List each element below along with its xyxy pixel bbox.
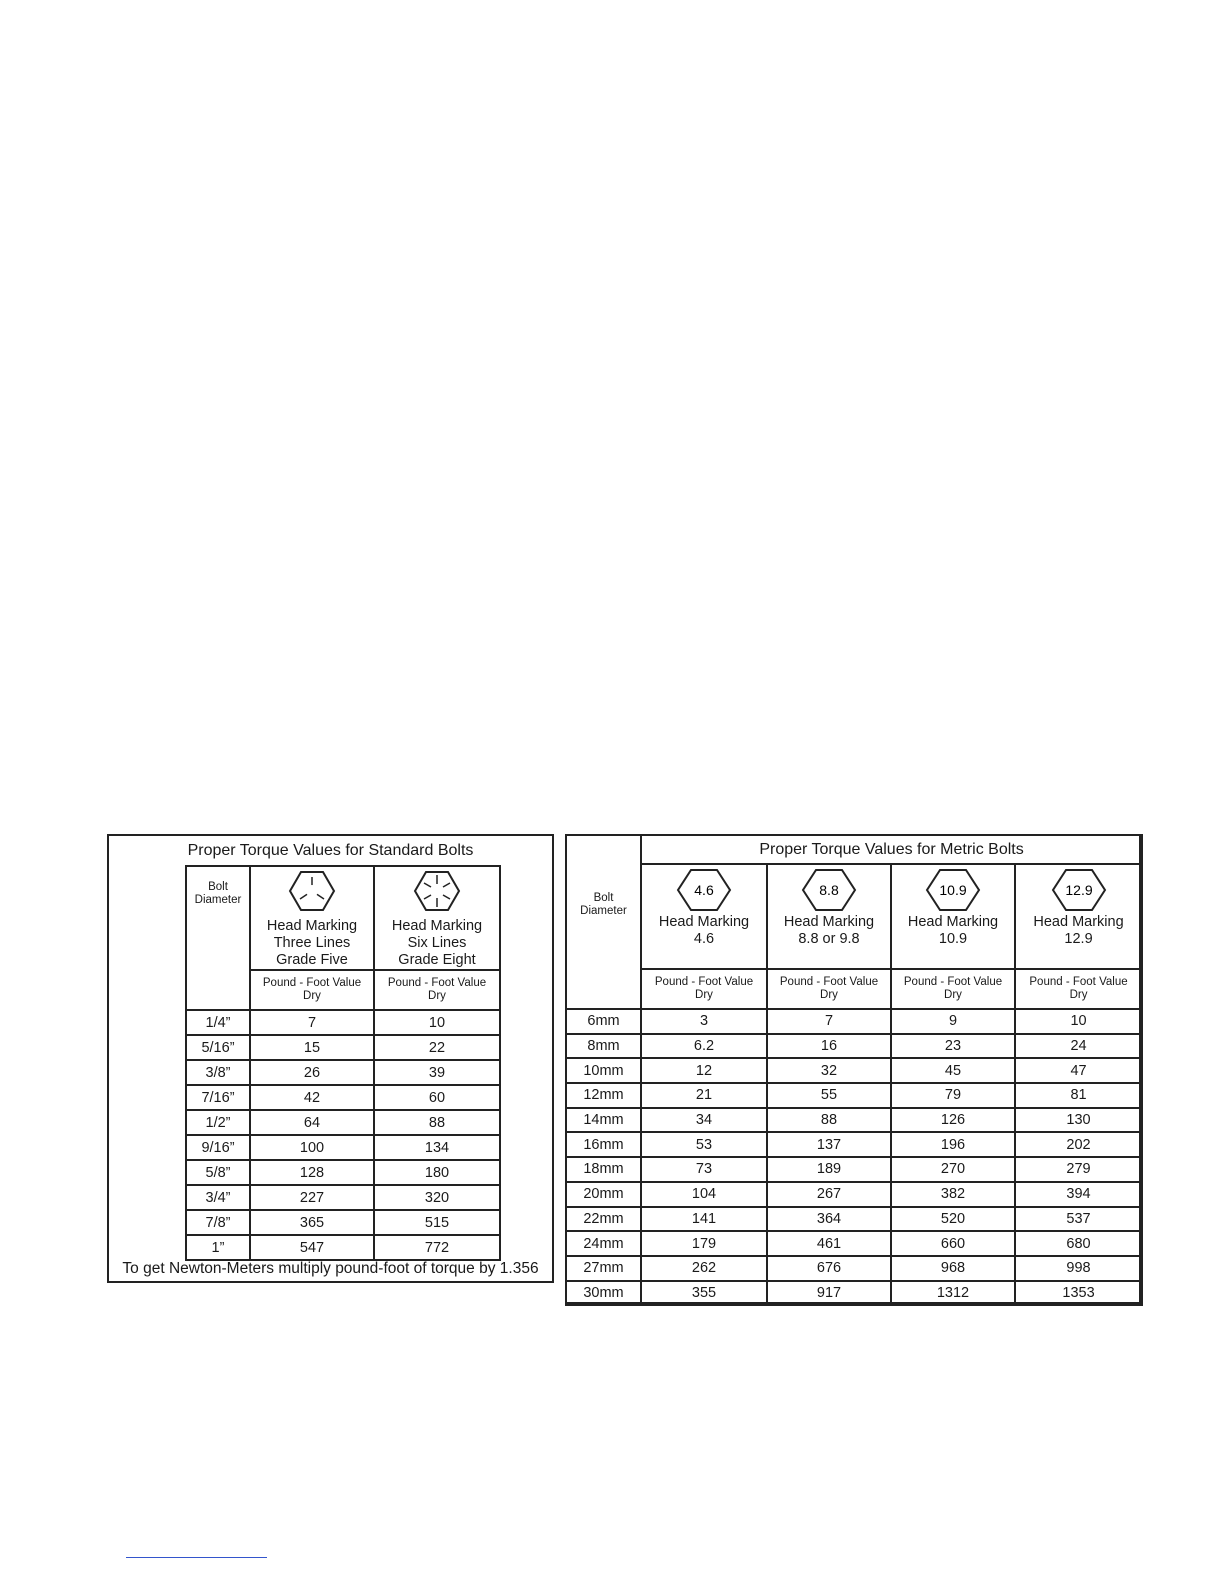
torque-value-cell: 660 — [891, 1231, 1015, 1256]
torque-value-cell: 34 — [641, 1108, 767, 1133]
standard-table-row — [186, 1010, 500, 1035]
bolt-diameter-cell: 7/8” — [186, 1210, 250, 1235]
bolt-diameter-cell: 7/16” — [186, 1085, 250, 1110]
newton-meters-note: To get Newton-Meters multiply pound-foot of torque by 1.356 — [122, 1260, 539, 1277]
torque-value-cell: 16 — [767, 1034, 891, 1059]
bolt-diameter-cell: 20mm — [566, 1182, 641, 1207]
bolt-diameter-cell: 24mm — [566, 1231, 641, 1256]
torque-value-cell: 9 — [891, 1009, 1015, 1034]
bolt-diameter-cell: 1/2” — [186, 1110, 250, 1135]
torque-value-cell: 12 — [641, 1058, 767, 1083]
torque-value-cell: 24 — [1015, 1034, 1142, 1059]
metric-table-row — [566, 1132, 1142, 1157]
torque-value-cell: 42 — [250, 1085, 374, 1110]
torque-value-cell: 126 — [891, 1108, 1015, 1133]
standard-torque-panel — [107, 834, 554, 1283]
standard-torque-table — [185, 865, 501, 1261]
bolt-diameter-cell: 9/16” — [186, 1135, 250, 1160]
bolt-diameter-cell: 1” — [186, 1235, 250, 1260]
footnote-separator — [126, 1557, 267, 1558]
torque-value-cell: 79 — [891, 1083, 1015, 1108]
torque-value-cell: 202 — [1015, 1132, 1142, 1157]
metric-table-row — [566, 1083, 1142, 1108]
torque-value-cell: 7 — [767, 1009, 891, 1034]
metric-table-row — [566, 1231, 1142, 1256]
hex-10-9-icon — [925, 868, 981, 912]
torque-value-cell: 547 — [250, 1235, 374, 1260]
torque-value-cell: 6.2 — [641, 1034, 767, 1059]
metric-table-row — [566, 1281, 1142, 1306]
metric-bolt-diameter-header: Bolt Diameter — [566, 835, 641, 1009]
bolt-diameter-cell: 3/4” — [186, 1185, 250, 1210]
bolt-diameter-cell: 8mm — [566, 1034, 641, 1059]
torque-value-cell: 47 — [1015, 1058, 1142, 1083]
bolt-diameter-cell: 14mm — [566, 1108, 641, 1133]
metric-unit-header: Pound - Foot Value Dry — [1015, 969, 1142, 1009]
torque-value-cell: 680 — [1015, 1231, 1142, 1256]
torque-value-cell: 537 — [1015, 1207, 1142, 1232]
torque-value-cell: 21 — [641, 1083, 767, 1108]
metric-unit-header: Pound - Foot Value Dry — [641, 969, 767, 1009]
torque-value-cell: 227 — [250, 1185, 374, 1210]
hex-grade-label: 12.9 — [1064, 882, 1093, 898]
hex-8-8-icon — [801, 868, 857, 912]
metric-grade-header: 4.6 Head Marking 4.6 — [641, 864, 767, 969]
standard-table-title: Proper Torque Values for Standard Bolts — [187, 842, 474, 859]
torque-value-cell: 104 — [641, 1182, 767, 1207]
bolt-diameter-cell: 10mm — [566, 1058, 641, 1083]
torque-value-cell: 32 — [767, 1058, 891, 1083]
hex-12-9-icon — [1051, 868, 1107, 912]
metric-table-row — [566, 1034, 1142, 1059]
torque-value-cell: 998 — [1015, 1256, 1142, 1281]
bolt-diameter-cell: 5/8” — [186, 1160, 250, 1185]
metric-table-row — [566, 1256, 1142, 1281]
torque-value-cell: 365 — [250, 1210, 374, 1235]
torque-value-cell: 267 — [767, 1182, 891, 1207]
torque-value-cell: 772 — [374, 1235, 500, 1260]
torque-value-cell: 130 — [1015, 1108, 1142, 1133]
hex-grade-label: 8.8 — [819, 882, 839, 898]
torque-value-cell: 676 — [767, 1256, 891, 1281]
bolt-diameter-cell: 16mm — [566, 1132, 641, 1157]
standard-bolt-diameter-header: Bolt Diameter — [186, 866, 250, 1010]
metric-table-row — [566, 1207, 1142, 1232]
torque-value-cell: 917 — [767, 1281, 891, 1306]
torque-value-cell: 60 — [374, 1085, 500, 1110]
standard-table-row — [186, 1160, 500, 1185]
standard-table-row — [186, 1185, 500, 1210]
torque-value-cell: 364 — [767, 1207, 891, 1232]
torque-value-cell: 100 — [250, 1135, 374, 1160]
torque-value-cell: 320 — [374, 1185, 500, 1210]
hex-three-lines-icon — [287, 870, 337, 912]
torque-value-cell: 196 — [891, 1132, 1015, 1157]
metric-torque-table — [565, 834, 1143, 1306]
torque-value-cell: 1353 — [1015, 1281, 1142, 1306]
torque-value-cell: 461 — [767, 1231, 891, 1256]
metric-unit-header: Pound - Foot Value Dry — [891, 969, 1015, 1009]
standard-table-row — [186, 1110, 500, 1135]
hex-4-6-icon — [676, 868, 732, 912]
standard-grade-five-unit: Pound - Foot Value Dry — [250, 970, 374, 1010]
torque-value-cell: 137 — [767, 1132, 891, 1157]
torque-value-cell: 22 — [374, 1035, 500, 1060]
bolt-diameter-cell: 6mm — [566, 1009, 641, 1034]
torque-value-cell: 88 — [374, 1110, 500, 1135]
torque-value-cell: 10 — [374, 1010, 500, 1035]
torque-value-cell: 64 — [250, 1110, 374, 1135]
standard-table-row — [186, 1060, 500, 1085]
torque-value-cell: 15 — [250, 1035, 374, 1060]
standard-table-row — [186, 1235, 500, 1260]
bolt-diameter-cell: 30mm — [566, 1281, 641, 1306]
bolt-diameter-cell: 27mm — [566, 1256, 641, 1281]
torque-value-cell: 394 — [1015, 1182, 1142, 1207]
torque-value-cell: 520 — [891, 1207, 1015, 1232]
hex-grade-label: 4.6 — [694, 882, 714, 898]
torque-value-cell: 179 — [641, 1231, 767, 1256]
torque-value-cell: 39 — [374, 1060, 500, 1085]
standard-grade-five-header: Head Marking Three Lines Grade Five — [250, 866, 374, 970]
torque-value-cell: 55 — [767, 1083, 891, 1108]
torque-value-cell: 10 — [1015, 1009, 1142, 1034]
bolt-diameter-cell: 18mm — [566, 1157, 641, 1182]
torque-value-cell: 73 — [641, 1157, 767, 1182]
standard-grade-eight-header: Head Marking Six Lines Grade Eight — [374, 866, 500, 970]
torque-value-cell: 81 — [1015, 1083, 1142, 1108]
torque-value-cell: 180 — [374, 1160, 500, 1185]
torque-value-cell: 279 — [1015, 1157, 1142, 1182]
metric-grade-header: 12.9 Head Marking 12.9 — [1015, 864, 1142, 969]
torque-value-cell: 1312 — [891, 1281, 1015, 1306]
bolt-diameter-cell: 22mm — [566, 1207, 641, 1232]
hex-grade-label: 10.9 — [939, 882, 967, 898]
hex-six-lines-icon — [412, 870, 462, 912]
torque-value-cell: 134 — [374, 1135, 500, 1160]
torque-value-cell: 355 — [641, 1281, 767, 1306]
standard-table-row — [186, 1210, 500, 1235]
standard-table-row — [186, 1085, 500, 1110]
torque-value-cell: 88 — [767, 1108, 891, 1133]
torque-value-cell: 23 — [891, 1034, 1015, 1059]
torque-value-cell: 189 — [767, 1157, 891, 1182]
metric-grade-header: 10.9 Head Marking 10.9 — [891, 864, 1015, 969]
torque-value-cell: 968 — [891, 1256, 1015, 1281]
metric-table-row — [566, 1009, 1142, 1034]
standard-grade-eight-unit: Pound - Foot Value Dry — [374, 970, 500, 1010]
torque-value-cell: 141 — [641, 1207, 767, 1232]
metric-table-row — [566, 1058, 1142, 1083]
bolt-diameter-cell: 3/8” — [186, 1060, 250, 1085]
metric-table-row — [566, 1182, 1142, 1207]
bolt-diameter-cell: 5/16” — [186, 1035, 250, 1060]
metric-table-title: Proper Torque Values for Metric Bolts — [641, 835, 1142, 864]
torque-value-cell: 515 — [374, 1210, 500, 1235]
torque-value-cell: 128 — [250, 1160, 374, 1185]
metric-table-row — [566, 1108, 1142, 1133]
torque-value-cell: 3 — [641, 1009, 767, 1034]
torque-value-cell: 7 — [250, 1010, 374, 1035]
torque-value-cell: 53 — [641, 1132, 767, 1157]
torque-value-cell: 262 — [641, 1256, 767, 1281]
standard-table-row — [186, 1035, 500, 1060]
torque-value-cell: 382 — [891, 1182, 1015, 1207]
standard-table-row — [186, 1135, 500, 1160]
metric-torque-panel — [565, 834, 1141, 1304]
metric-table-row — [566, 1157, 1142, 1182]
bolt-diameter-cell: 1/4” — [186, 1010, 250, 1035]
torque-value-cell: 26 — [250, 1060, 374, 1085]
torque-value-cell: 270 — [891, 1157, 1015, 1182]
torque-value-cell: 45 — [891, 1058, 1015, 1083]
metric-grade-header: 8.8 Head Marking 8.8 or 9.8 — [767, 864, 891, 969]
metric-unit-header: Pound - Foot Value Dry — [767, 969, 891, 1009]
bolt-diameter-cell: 12mm — [566, 1083, 641, 1108]
